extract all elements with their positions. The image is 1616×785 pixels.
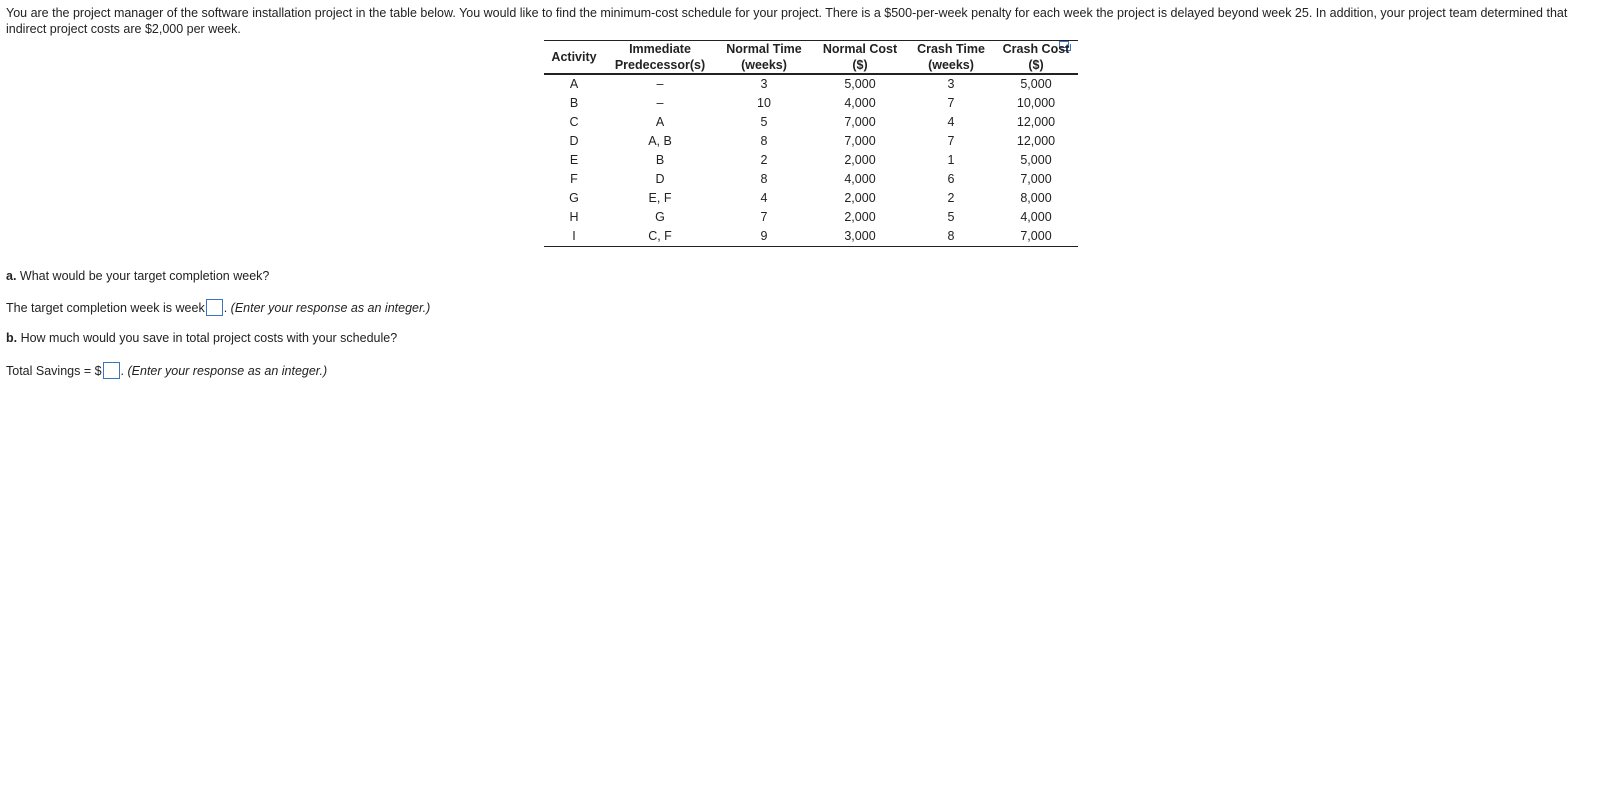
cell-crash-time: 7 (947, 96, 955, 110)
cell-crash-cost: 7,000 (994, 227, 1078, 247)
table-row (544, 208, 1078, 227)
cell-crash-cost: 7,000 (1020, 172, 1052, 186)
cell-predecessors: A (655, 115, 665, 129)
question-b (6, 330, 397, 346)
cell-predecessors: C, F (604, 227, 716, 247)
question-a-text: What would be your target completion week? (16, 269, 270, 283)
header-normal-time: Normal Time (weeks) (716, 41, 812, 75)
cell-activity: A (569, 77, 579, 91)
answer-a-suffix: . (223, 301, 231, 315)
cell-activity: E (569, 153, 579, 167)
problem-statement: You are the project manager of the software installation project in the table below. You would like to find the minimum-cost schedule for your project. There is a $500-per-week penalty for each week the project is delayed beyond week 25. In addition, your project team determined that indirect project costs are $2,000 per week. (6, 6, 1568, 36)
cell-normal-cost: 2,000 (844, 210, 876, 224)
cell-crash-time: 3 (947, 77, 955, 91)
answer-b-hint: (Enter your response as an integer.) (127, 364, 328, 378)
answer-b-prefix: Total Savings = $ (6, 364, 102, 378)
table-row (544, 151, 1078, 170)
cell-normal-cost: 4,000 (844, 172, 876, 186)
cell-crash-cost: 4,000 (1020, 210, 1052, 224)
table-row (544, 227, 1078, 247)
cell-predecessors: G (655, 210, 665, 224)
question-a (6, 268, 269, 284)
table-row (544, 132, 1078, 151)
cell-normal-cost: 3,000 (812, 227, 908, 247)
question-a-label: a. (6, 269, 17, 283)
cell-predecessors: E, F (648, 191, 672, 205)
cell-crash-cost: 5,000 (1020, 153, 1052, 167)
activity-table (544, 40, 1078, 247)
cell-normal-time: 10 (757, 96, 771, 110)
cell-predecessors: B (655, 153, 665, 167)
cell-crash-time: 2 (947, 191, 955, 205)
cell-predecessors: A, B (648, 134, 672, 148)
cell-activity: F (570, 172, 578, 186)
cell-predecessors: – (656, 77, 664, 91)
header-predecessors: Immediate Predecessor(s) (604, 41, 716, 75)
cell-predecessors: – (656, 96, 664, 110)
cell-normal-time: 4 (760, 191, 768, 205)
cell-normal-cost: 2,000 (844, 153, 876, 167)
cell-crash-cost: 12,000 (1016, 115, 1056, 129)
header-activity: Activity (544, 41, 604, 75)
cell-normal-time: 7 (760, 210, 768, 224)
header-crash-cost: Crash Cost ($) (994, 41, 1078, 75)
cell-crash-cost: 8,000 (1020, 191, 1052, 205)
cell-activity: C (569, 115, 579, 129)
cell-normal-cost: 7,000 (844, 115, 876, 129)
cell-crash-cost: 10,000 (1016, 96, 1056, 110)
answer-b-line (6, 362, 327, 379)
answer-a-hint: (Enter your response as an integer.) (230, 301, 431, 315)
cell-crash-time: 1 (947, 153, 955, 167)
question-b-text: How much would you save in total project costs with your schedule? (17, 331, 398, 345)
cell-activity: D (569, 134, 579, 148)
question-b-label: b. (6, 331, 18, 345)
activity-table-container (544, 40, 1078, 247)
header-normal-cost: Normal Cost ($) (812, 41, 908, 75)
cell-activity: H (569, 210, 579, 224)
cell-crash-time: 5 (947, 210, 955, 224)
table-row (544, 74, 1078, 94)
cell-normal-cost: 7,000 (844, 134, 876, 148)
cell-normal-time: 9 (716, 227, 812, 247)
cell-crash-time: 7 (947, 134, 955, 148)
cell-normal-cost: 5,000 (844, 77, 876, 91)
header-crash-time: Crash Time (weeks) (908, 41, 994, 75)
cell-normal-time: 2 (760, 153, 768, 167)
answer-a-line (6, 299, 430, 316)
answer-b-suffix: . (120, 364, 128, 378)
cell-crash-time: 6 (947, 172, 955, 186)
table-row (544, 113, 1078, 132)
cell-normal-cost: 4,000 (844, 96, 876, 110)
table-header-row (544, 41, 1078, 75)
answer-a-prefix: The target completion week is week (6, 301, 205, 315)
target-week-input[interactable] (206, 299, 223, 316)
cell-crash-cost: 5,000 (1020, 77, 1052, 91)
cell-predecessors: D (655, 172, 665, 186)
table-row (544, 170, 1078, 189)
total-savings-input[interactable] (103, 362, 120, 379)
cell-crash-cost: 12,000 (1016, 134, 1056, 148)
cell-activity: I (544, 227, 604, 247)
cell-normal-time: 3 (760, 77, 768, 91)
cell-normal-time: 8 (760, 134, 768, 148)
cell-activity: B (569, 96, 579, 110)
cell-activity: G (569, 191, 579, 205)
cell-crash-time: 8 (908, 227, 994, 247)
cell-normal-time: 5 (760, 115, 768, 129)
cell-normal-time: 8 (760, 172, 768, 186)
table-row (544, 94, 1078, 113)
table-row (544, 189, 1078, 208)
cell-crash-time: 4 (947, 115, 955, 129)
cell-normal-cost: 2,000 (844, 191, 876, 205)
